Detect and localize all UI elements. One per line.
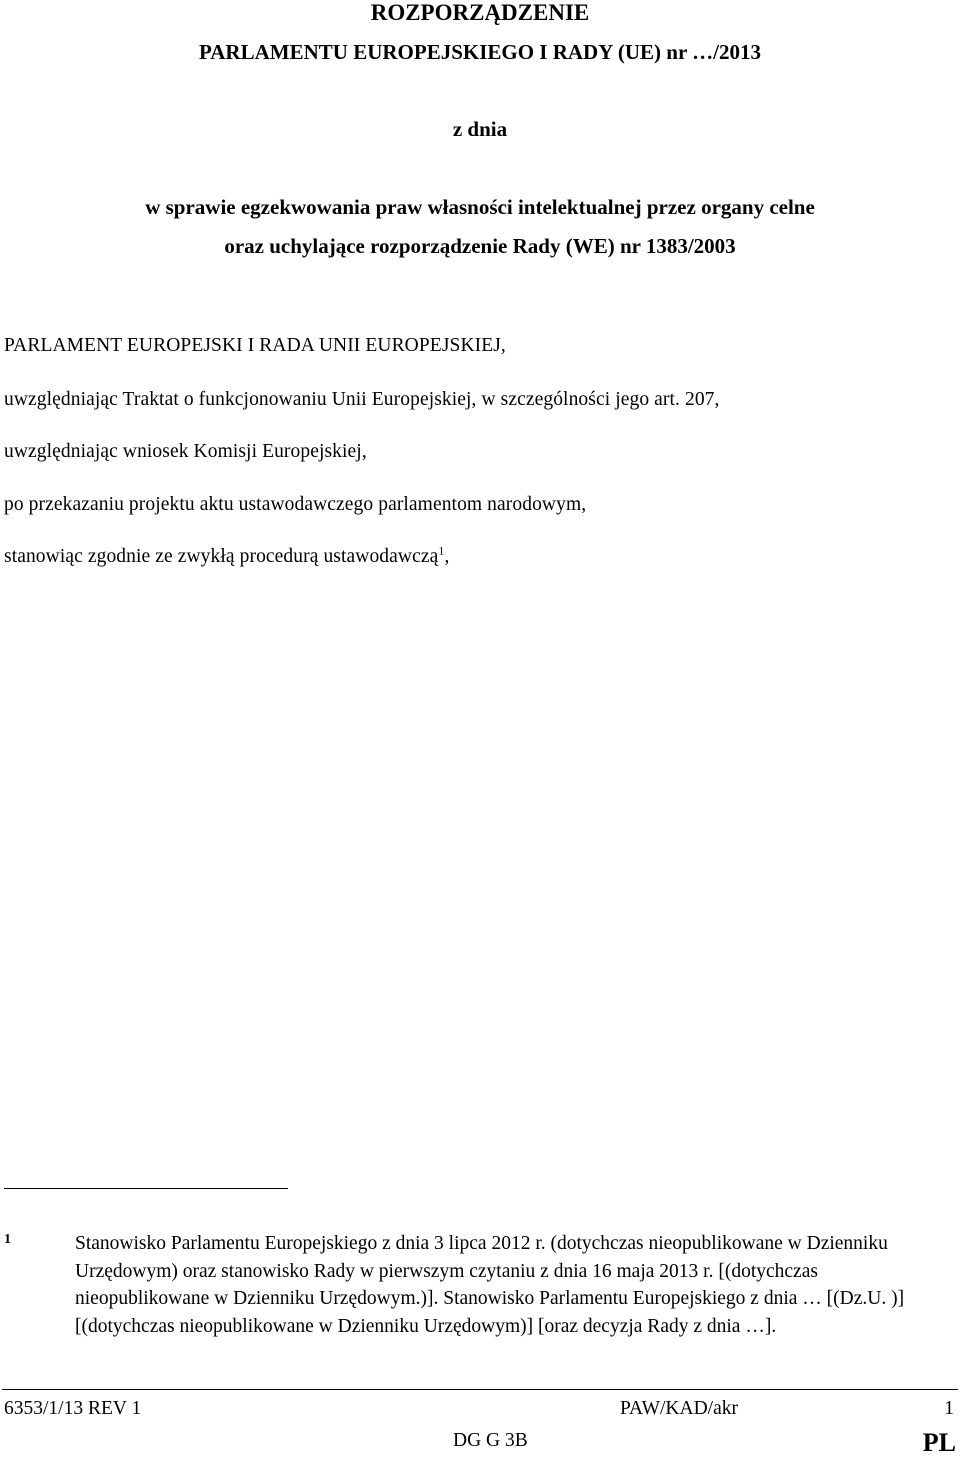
doc-subtitle: PARLAMENTU EUROPEJSKIEGO I RADY (UE) nr …/2013 [199, 40, 761, 64]
footnote-number: 1 [4, 1232, 11, 1247]
preamble-procedure-end: , [444, 546, 450, 567]
doc-title: ROZPORZĄDZENIE [370, 0, 590, 25]
preamble-proposal: uwzględniając wniosek Komisji Europejskiej, [4, 441, 367, 462]
footer-initials: PAW/KAD/akr [620, 1398, 738, 1419]
footnote-divider [4, 1188, 288, 1189]
doc-subject-line-1: w sprawie egzekwowania praw własności intelektualnej przez organy celne [145, 195, 815, 219]
preamble-procedure-text: stanowiąc zgodnie ze zwykłą procedurą ustawodawczą [4, 546, 439, 567]
footnote-reference[interactable]: 1 [438, 543, 445, 558]
preamble-procedure [4, 543, 450, 568]
footer-language: PL [922, 1428, 956, 1457]
preamble-treaty: uwzględniając Traktat o funkcjonowaniu Unii Europejskiej, w szczególności jego art. 207, [4, 389, 720, 410]
footnote-text: Stanowisko Parlamentu Europejskiego z dnia 3 lipca 2012 r. (dotychczas nieopublikowane w Dzienniku Urzędowym) oraz stanowisko Rady w pierwszym czytaniu z dnia 16 maja 2013 r. [(dotychczas nieopublikowane w Dzienniku Urzędowym.)]. Stanowisko Parlamentu Europejskiego z dnia … [(Dz.U. )] [(dotychczas nieopublikowane w Dzienniku Urzędowym)] [oraz decyzja Rady z dnia …]. [75, 1233, 905, 1337]
footer-dg: DG G 3B [453, 1430, 528, 1451]
footer-doc-ref: 6353/1/13 REV 1 [4, 1398, 142, 1419]
footer-divider [2, 1389, 958, 1390]
footer-page-number: 1 [944, 1398, 954, 1419]
doc-date-line: z dnia [452, 117, 508, 141]
preamble-institutions: PARLAMENT EUROPEJSKI I RADA UNII EUROPEJSKIEJ, [4, 335, 506, 356]
preamble-national-parliaments: po przekazaniu projektu aktu ustawodawczego parlamentom narodowym, [4, 494, 587, 515]
doc-subject-line-2: oraz uchylające rozporządzenie Rady (WE) nr 1383/2003 [224, 234, 736, 258]
